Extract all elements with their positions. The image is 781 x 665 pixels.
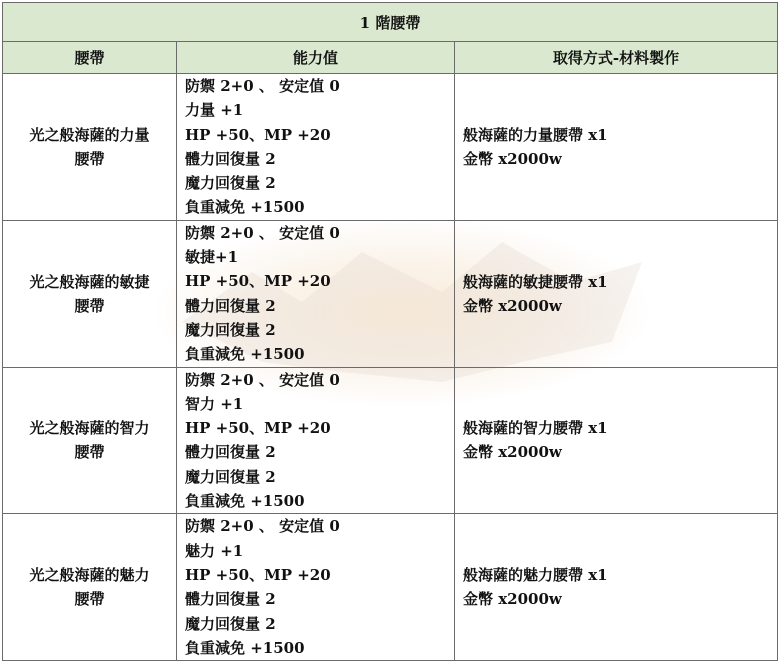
belt-name-cell: [3, 220, 177, 367]
header-row: [3, 42, 778, 74]
belt-name-cell: [3, 367, 177, 514]
stats-cell: [177, 514, 455, 661]
stat-line: 防禦 2+0 、 安定值 0: [185, 370, 340, 389]
belt-name-line1: 光之般海薩的力量: [29, 125, 150, 144]
stat-line: 魅力 +1: [185, 541, 244, 560]
stat-line: 魔力回復量 2: [185, 320, 276, 339]
stat-line: 負重減免 +1500: [185, 345, 305, 364]
table-row: [3, 74, 778, 221]
belt-name-line1: 光之般海薩的敏捷: [29, 272, 150, 291]
header-stats: 能力值: [177, 42, 455, 74]
materials-cell: [455, 74, 778, 221]
stat-line: 體力回復量 2: [185, 590, 276, 609]
stat-line: HP +50、MP +20: [185, 565, 331, 584]
title-row: [3, 3, 778, 42]
stat-line: 負重減免 +1500: [185, 492, 305, 511]
stat-line: 體力回復量 2: [185, 149, 276, 168]
stat-line: 防禦 2+0 、 安定值 0: [185, 223, 340, 242]
belt-name-cell: [3, 514, 177, 661]
stat-line: 防禦 2+0 、 安定值 0: [185, 77, 340, 95]
belt-name-line2: 腰帶: [74, 590, 105, 609]
materials-cell: [455, 367, 778, 514]
table-title: 1 階腰帶: [3, 3, 778, 42]
material-line: 般海薩的力量腰帶 x1: [463, 125, 608, 144]
stats-cell: [177, 367, 455, 514]
belt-name-line1: 光之般海薩的智力: [29, 419, 150, 438]
stat-line: HP +50、MP +20: [185, 272, 331, 291]
material-line: 般海薩的智力腰帶 x1: [463, 419, 608, 438]
stat-line: 魔力回復量 2: [185, 614, 276, 633]
stat-line: HP +50、MP +20: [185, 125, 331, 144]
material-line: 金幣 x2000w: [463, 590, 562, 609]
stat-line: 防禦 2+0 、 安定值 0: [185, 517, 340, 536]
stat-line: 體力回復量 2: [185, 296, 276, 315]
belt-table-container: [2, 2, 777, 661]
material-line: 金幣 x2000w: [463, 296, 562, 315]
stat-line: 敏捷+1: [185, 248, 239, 267]
stat-line: 魔力回復量 2: [185, 467, 276, 486]
stat-line: 體力回復量 2: [185, 443, 276, 462]
material-line: 金幣 x2000w: [463, 443, 562, 462]
belt-name-cell: [3, 74, 177, 221]
header-acquire: 取得方式-材料製作: [455, 42, 778, 74]
stats-cell: [177, 74, 455, 221]
material-line: 般海薩的魅力腰帶 x1: [463, 566, 608, 585]
material-line: 金幣 x2000w: [463, 149, 562, 168]
stat-line: 力量 +1: [185, 101, 244, 120]
table-row: [3, 367, 778, 514]
stat-line: 負重減免 +1500: [185, 198, 305, 217]
table-row: [3, 514, 778, 661]
table-row: [3, 220, 778, 367]
belt-name-line1: 光之般海薩的魅力: [29, 566, 150, 585]
belt-name-line2: 腰帶: [74, 443, 105, 462]
stat-line: HP +50、MP +20: [185, 419, 331, 438]
belt-table: [2, 2, 778, 661]
stat-line: 魔力回復量 2: [185, 174, 276, 193]
stat-line: 負重減免 +1500: [185, 638, 305, 657]
header-belt: 腰帶: [3, 42, 177, 74]
stat-line: 智力 +1: [185, 394, 244, 413]
belt-name-line2: 腰帶: [74, 149, 105, 168]
materials-cell: [455, 514, 778, 661]
belt-name-line2: 腰帶: [74, 296, 105, 315]
materials-cell: [455, 220, 778, 367]
material-line: 般海薩的敏捷腰帶 x1: [463, 272, 608, 291]
stats-cell: [177, 220, 455, 367]
